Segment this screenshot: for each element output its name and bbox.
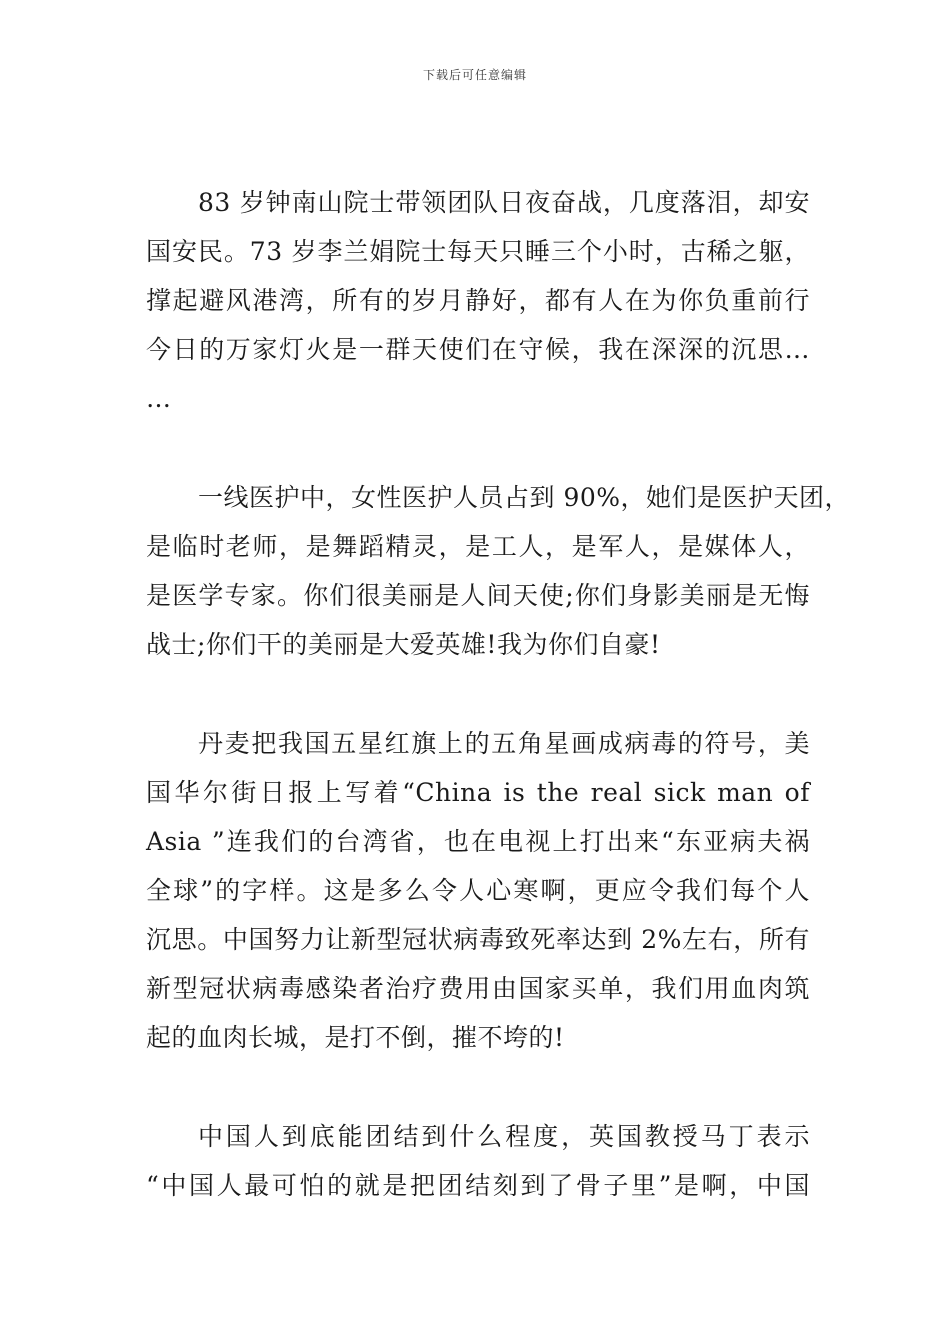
paragraph-line: 沉思。中国努力让新型冠状病毒致死率达到 2%左右，所有 (146, 925, 810, 954)
paragraph-line: 是临时老师，是舞蹈精灵，是工人，是军人，是媒体人， (146, 532, 810, 561)
paragraph-line: 撑起避风港湾，所有的岁月静好，都有人在为你负重前行 (146, 286, 810, 315)
paragraph-line: 丹麦把我国五星红旗上的五角星画成病毒的符号，美 (198, 729, 810, 758)
paragraph-zhong-nanshan (146, 178, 810, 423)
paragraph-line: 国安民。73 岁李兰娟院士每天只睡三个小时，古稀之躯， (146, 237, 810, 266)
paragraph-line: 起的血肉长城，是打不倒，摧不垮的! (146, 1023, 565, 1052)
paragraph-line: 一线医护中，女性医护人员占到 90%，她们是医护天团， (198, 483, 851, 512)
paragraph-line: 是医学专家。你们很美丽是人间天使;你们身影美丽是无悔 (146, 581, 810, 610)
page-header-note: 下载后可任意编辑 (422, 68, 527, 82)
paragraph-unity (146, 1112, 810, 1210)
paragraph-line: 中国人到底能团结到什么程度，英国教授马丁表示 (198, 1122, 810, 1151)
paragraph-line: 83 岁钟南山院士带领团队日夜奋战，几度落泪，却安 (198, 188, 810, 217)
paragraph-line: 全球”的字样。这是多么令人心寒啊，更应令我们每个人 (146, 876, 810, 905)
paragraph-line: “中国人最可怕的就是把团结刻到了骨子里”是啊，中国 (146, 1171, 810, 1200)
paragraph-line: 战士;你们干的美丽是大爱英雄!我为你们自豪! (146, 630, 661, 659)
paragraph-line: 国华尔街日报上写着“China is the real sick man of (146, 778, 810, 807)
paragraph-denmark-wsj (146, 719, 810, 1062)
paragraph-line: 今日的万家灯火是一群天使们在守候，我在深深的沉思… (146, 335, 810, 364)
paragraph-line: Asia ”连我们的台湾省，也在电视上打出来“东亚病夫祸 (146, 827, 810, 856)
document-body (146, 178, 851, 1260)
paragraph-line: … (146, 384, 172, 413)
paragraph-line: 新型冠状病毒感染者治疗费用由国家买单，我们用血肉筑 (146, 974, 810, 1003)
paragraph-female-medics (146, 473, 851, 669)
